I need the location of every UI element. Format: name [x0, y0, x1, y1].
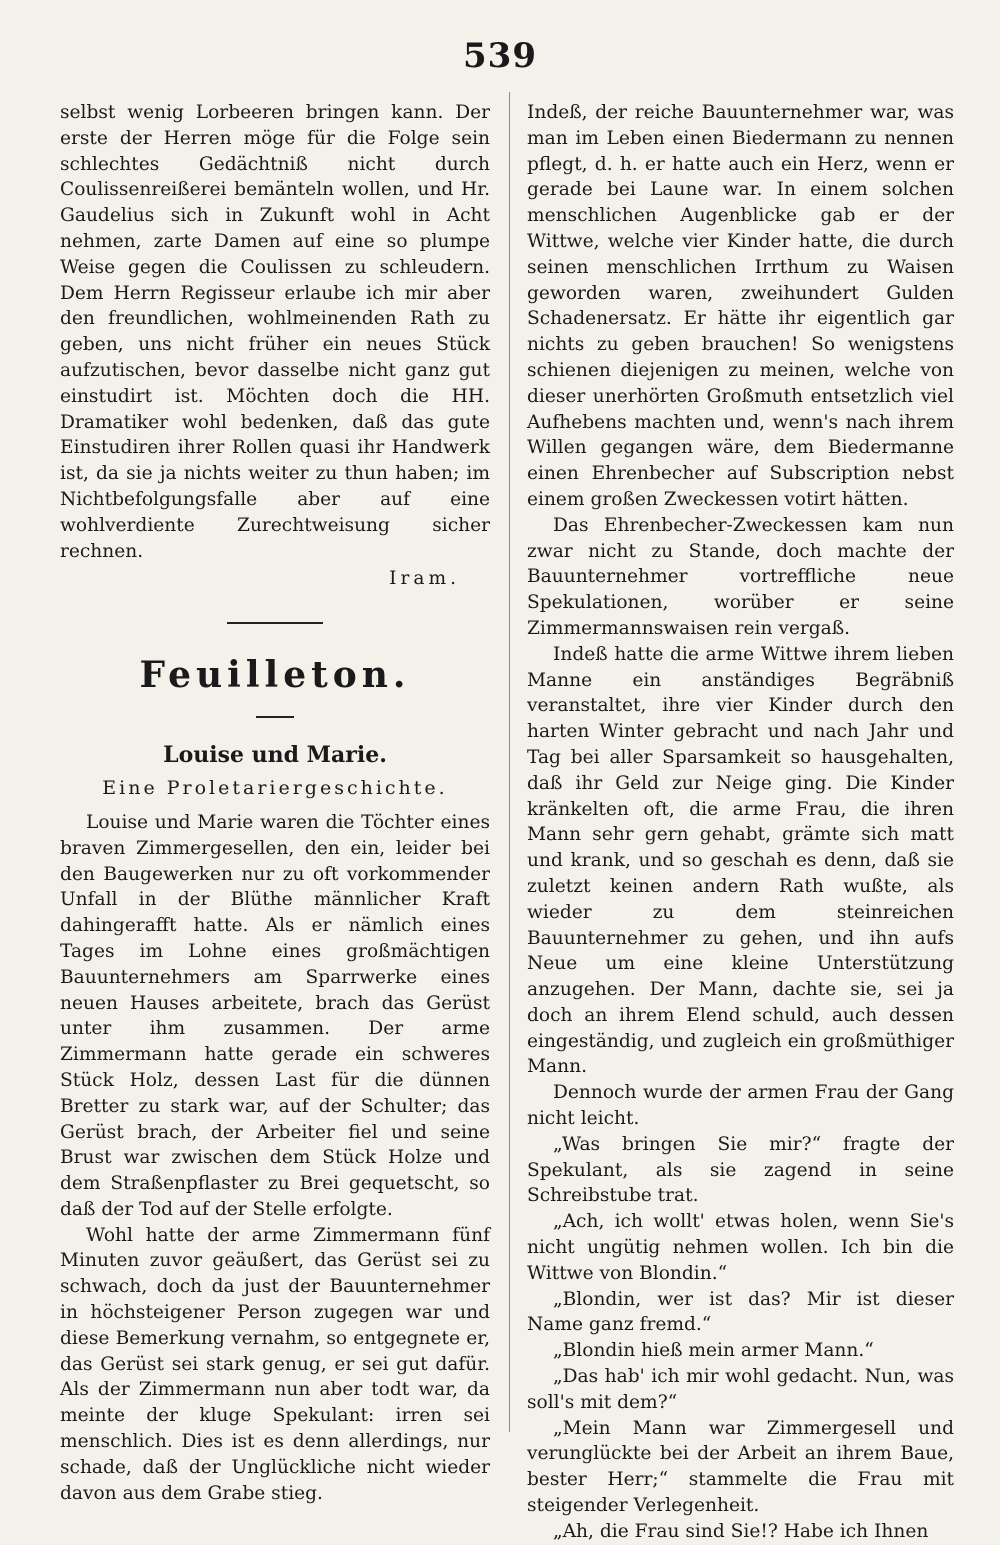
story-paragraph: Dennoch wurde der armen Frau der Gang nicht leicht. — [527, 1082, 954, 1130]
page-number: 539 — [463, 36, 537, 76]
title-rule — [256, 716, 294, 718]
section-title: Feuilleton. — [139, 654, 411, 697]
dialogue-line: „Blondin hieß mein armer Mann.“ — [553, 1340, 874, 1362]
story-paragraph: Indeß, der reiche Bauunternehmer war, was man im Leben einen Biedermann zu nennen pflegt, d. h. er hatte auch ein Herz, wenn er gerade bei Laune war. In einem solchen menschlichen Augenblicke gab er der Wittwe, welche vier Kinder hatte, die durch seinen menschlichen Irrthum zu Waisen geworden waren, zweihundert Gulden Schadenersatz. Er hätte ihr eigentlich gar nichts zu geben brauchen! So wenigstens schienen diejenigen zu meinen, welche von dieser unerhörten Großmuth entsetzlich viel Aufhebens machten und, wenn's nach ihrem Willen gegangen wäre, dem Biedermanne einen Ehrenbecher auf Subscription nebst einem großen Zweckessen votirt hätten. — [527, 102, 954, 510]
story-subtitle: Eine Proletariergeschichte. — [102, 777, 448, 800]
author-signature: Iram. — [389, 568, 460, 590]
right-column — [527, 100, 954, 1545]
theater-review-text: selbst wenig Lorbeeren bringen kann. Der erste der Herren möge für die Folge sein schlechtes Gedächtniß nicht durch Coulissenreißerei bemänteln wollen, und Hr. Gaudelius sich in Zukunft wohl in Acht nehmen, zarte Damen auf eine so plumpe Weise gegen die Coulissen zu schleudern. Dem Herrn Regisseur erlaube ich mir aber den freundlichen, wohlmeinenden Rath zu geben, uns nicht früher ein neues Stück aufzutischen, bevor dasselbe nicht ganz gut einstudirt ist. Möchten doch die HH. Dramatiker wohl bedenken, daß das gute Einstudiren ihrer Rollen quasi ihr Handwerk ist, da sie ja nichts weiter zu thun haben; im Nichtbefolgungsfalle aber auf eine wohlverdiente Zurechtweisung sicher rechnen. — [60, 102, 490, 562]
dialogue-line: „Blondin, wer ist das? Mir ist dieser Name ganz fremd.“ — [527, 1288, 954, 1336]
section-divider-rule — [227, 622, 323, 624]
dialogue-line: „Mein Mann war Zimmergesell und verunglückte bei der Arbeit an ihrem Baue, bester Herr;“ stammelte die Frau mit steigender Verlegenheit. — [527, 1417, 954, 1517]
story-title: Louise und Marie. — [163, 742, 387, 769]
dialogue-line: „Was bringen Sie mir?“ fragte der Spekulant, als sie zagend in seine Schreibstube trat. — [527, 1133, 954, 1207]
story-paragraph: Das Ehrenbecher-Zweckessen kam nun zwar nicht zu Stande, doch machte der Bauunternehmer vortreffliche neue Spekulationen, worüber er seine Zimmermannswaisen rein vergaß. — [527, 514, 954, 639]
story-paragraph: Indeß hatte die arme Wittwe ihrem lieben Manne ein anständiges Begräbniß veranstaltet, ihre vier Kinder durch den harten Winter gebracht und nach Jahr und Tag bei aller Sparsamkeit so hausgehalten, daß ihr Geld zur Neige ging. Die Kinder kränkelten oft, die arme Frau, die ihren Mann sehr gern gehabt, grämte sich matt und krank, und so geschah es denn, daß sie zuletzt keinen andern Rath wußte, als wieder zu dem steinreichen Bauunternehmer zu gehen, und ihn aufs Neue um eine kleine Unterstützung anzugehen. Der Mann, dachte sie, sei ja doch an ihrem Elend schuld, auch dessen eingeständig, und zugleich ein großmüthiger Mann. — [527, 643, 954, 1078]
story-paragraph: Louise und Marie waren die Töchter eines braven Zimmergesellen, den ein, leider bei den Baugewerken nur zu oft vorkommender Unfall in der Blüthe männlicher Kraft dahingerafft hatte. Als er nämlich eines Tages im Lohne eines großmächtigen Bauunternehmers am Sparrwerke eines neuen Hauses arbeitete, brach das Gerüst unter ihm zusammen. Der arme Zimmermann hatte gerade ein schweres Stück Holz, dessen Last für die dünnen Bretter zu stark war, auf der Schulter; das Gerüst brach, der Arbeiter fiel und seine Brust war zwischen dem Stück Holze und dem Straßenpflaster zu Brei gequetscht, so daß der Tod auf der Stelle erfolgte. — [60, 811, 490, 1220]
dialogue-line: „Ach, ich wollt' etwas holen, wenn Sie's nicht ungütig nehmen wollen. Ich bin die Wittwe von Blondin.“ — [527, 1211, 954, 1284]
left-column — [60, 100, 490, 1506]
dialogue-line: „Das hab' ich mir wohl gedacht. Nun, was soll's mit dem?“ — [527, 1366, 954, 1413]
column-divider — [509, 92, 510, 1432]
dialogue-line: „Ah, die Frau sind Sie!? Habe ich Ihnen — [553, 1520, 929, 1542]
story-paragraph: Wohl hatte der arme Zimmermann fünf Minuten zuvor geäußert, das Gerüst sei zu schwach, doch da just der Bauunternehmer in höchsteigener Person zugegen war und diese Bemerkung vernahm, so entgegnete er, das Gerüst sei stark genug, er sei gut dafür. Als der Zimmermann nun aber todt war, da meinte der kluge Spekulant: irren sei menschlich. Dies ist es denn allerdings, nur schade, daß der Unglückliche nicht wieder davon aus dem Grabe stieg. — [60, 1224, 490, 1504]
